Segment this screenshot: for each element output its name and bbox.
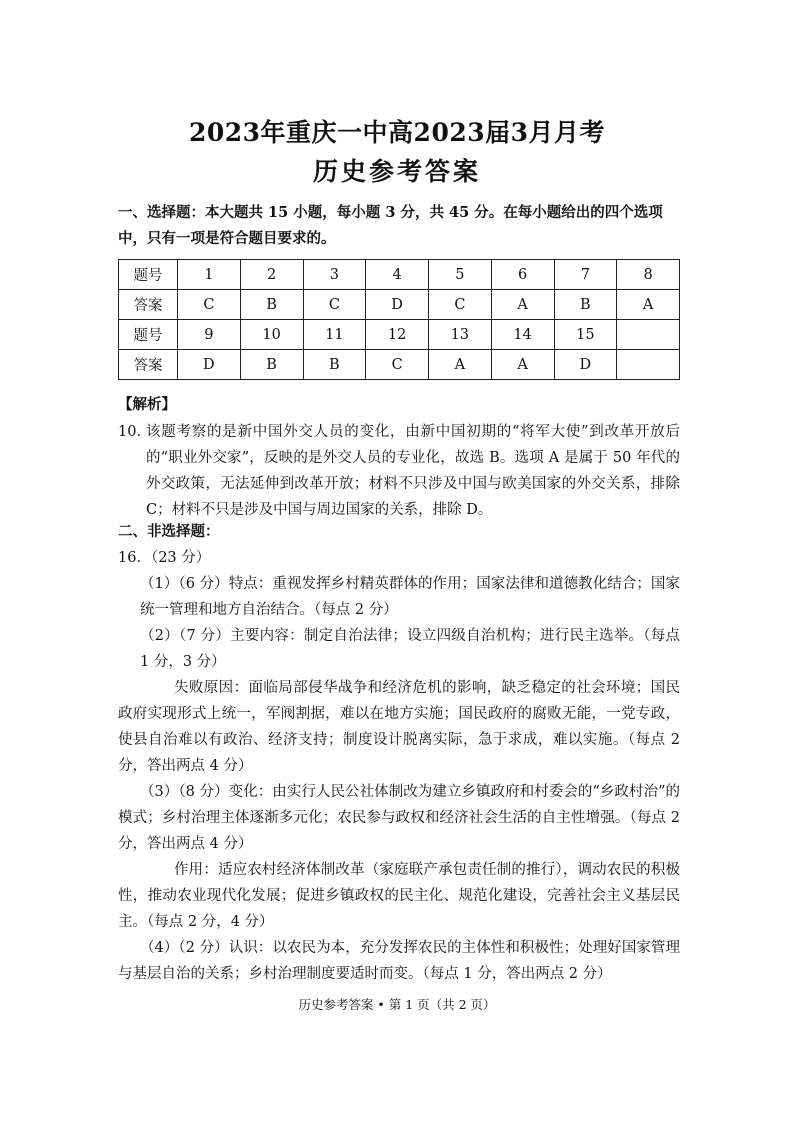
table-cell: 答案 xyxy=(119,290,178,320)
q16-part1-text: （1）（6 分）特点：重视发挥乡村精英群体的作用；国家法律和道德教化结合；国家统一管理和地方自治结合。（每点 2 分） xyxy=(140,576,680,618)
table-cell: 5 xyxy=(429,260,492,290)
analysis-heading: 【解析】 xyxy=(118,396,176,413)
table-cell xyxy=(617,350,680,380)
table-cell: B xyxy=(554,290,617,320)
table-cell: 3 xyxy=(303,260,366,290)
table-cell: 13 xyxy=(429,320,492,350)
q16-part3 xyxy=(118,779,680,857)
table-cell: D xyxy=(554,350,617,380)
table-cell: 6 xyxy=(491,260,554,290)
table-cell: A xyxy=(491,350,554,380)
table-cell: C xyxy=(366,350,429,380)
table-cell: 题号 xyxy=(119,260,178,290)
table-cell: B xyxy=(303,350,366,380)
table-row xyxy=(119,260,680,290)
section2-heading: 二、非选择题： xyxy=(118,523,220,540)
document-subtitle: 历史参考答案 xyxy=(312,157,481,186)
table-row xyxy=(119,350,680,380)
table-cell: 9 xyxy=(178,320,241,350)
q16-part1 xyxy=(140,571,680,623)
table-cell: 15 xyxy=(554,320,617,350)
question-10-number: 10． xyxy=(118,424,151,440)
question-16-header: 16．（23 分） xyxy=(118,550,211,566)
table-cell: 14 xyxy=(491,320,554,350)
table-row xyxy=(119,320,680,350)
table-cell: 1 xyxy=(178,260,241,290)
table-cell: D xyxy=(366,290,429,320)
table-cell: A xyxy=(617,290,680,320)
table-cell: C xyxy=(303,290,366,320)
table-cell: C xyxy=(178,290,241,320)
answer-table xyxy=(118,259,680,380)
table-cell: 11 xyxy=(303,320,366,350)
q16-part3-effects xyxy=(118,857,680,935)
table-cell: 8 xyxy=(617,260,680,290)
q16-part3-text: （3）（8 分）变化：由实行人民公社体制改为建立乡镇政府和村委会的“乡政村治”的模式；乡村治理主体逐渐多元化；农民参与政权和经济社会生活的自主性增强。（每点 2 分，答出两点 4 分） xyxy=(118,784,680,852)
table-cell: C xyxy=(429,290,492,320)
q16-part2-reasons xyxy=(118,675,680,779)
table-cell: B xyxy=(240,290,303,320)
table-cell: 4 xyxy=(366,260,429,290)
document-title: 2023年重庆一中高2023届3月月考 xyxy=(188,118,606,147)
table-cell: A xyxy=(429,350,492,380)
table-cell: 题号 xyxy=(119,320,178,350)
table-row xyxy=(119,290,680,320)
q16-part2-reasons-text: 失败原因：面临局部侵华战争和经济危机的影响，缺乏稳定的社会环境；国民政府实现形式上统一，军阀割据，难以在地方实施；国民政府的腐败无能，一党专政，使县自治难以有政治、经济支持；制度设计脱离实际，急于求成，难以实施。（每点 2 分，答出两点 4 分） xyxy=(118,680,680,774)
table-cell: 12 xyxy=(366,320,429,350)
table-cell: 7 xyxy=(554,260,617,290)
page-footer: 历史参考答案 • 第 1 页（共 2 页） xyxy=(298,997,496,1012)
section1-heading: 一、选择题：本大题共 15 小题，每小题 3 分，共 45 分。在每小题给出的四个选项中，只有一项是符合题目要求的。 xyxy=(118,204,663,247)
table-cell: 答案 xyxy=(119,350,178,380)
q16-part2-text: （2）（7 分）主要内容：制定自治法律；设立四级自治机构；进行民主选举。（每点 1 分，3 分） xyxy=(140,628,680,670)
table-cell: D xyxy=(178,350,241,380)
table-cell: B xyxy=(240,350,303,380)
q16-part4 xyxy=(118,935,680,987)
q16-part3-effects-text: 作用：适应农村经济体制改革（家庭联产承包责任制的推行），调动农民的积极性，推动农业现代化发展；促进乡镇政权的民主化、规范化建设，完善社会主义基层民主。（每点 2 分，4 分） xyxy=(118,862,680,930)
q16-part4-text: （4）（2 分）认识：以农民为本，充分发挥农民的主体性和积极性；处理好国家管理与基层自治的关系；乡村治理制度要适时而变。（每点 1 分，答出两点 2 分） xyxy=(118,940,680,982)
table-cell: A xyxy=(491,290,554,320)
table-cell: 10 xyxy=(240,320,303,350)
q16-part2 xyxy=(140,623,680,675)
table-cell: 2 xyxy=(240,260,303,290)
table-cell xyxy=(617,320,680,350)
question-10-text: 该题考察的是新中国外交人员的变化，由新中国初期的“将军大使”到改革开放后的“职业外交家”，反映的是外交人员的专业化，故选 B。选项 A 是属于 50 年代的外交政策，无法延伸到改革开放；材料不只涉及中国与欧美国家的外交关系，排除 C；材料不只是涉及中国与周边国家的关系，排除 D。 xyxy=(146,424,680,518)
